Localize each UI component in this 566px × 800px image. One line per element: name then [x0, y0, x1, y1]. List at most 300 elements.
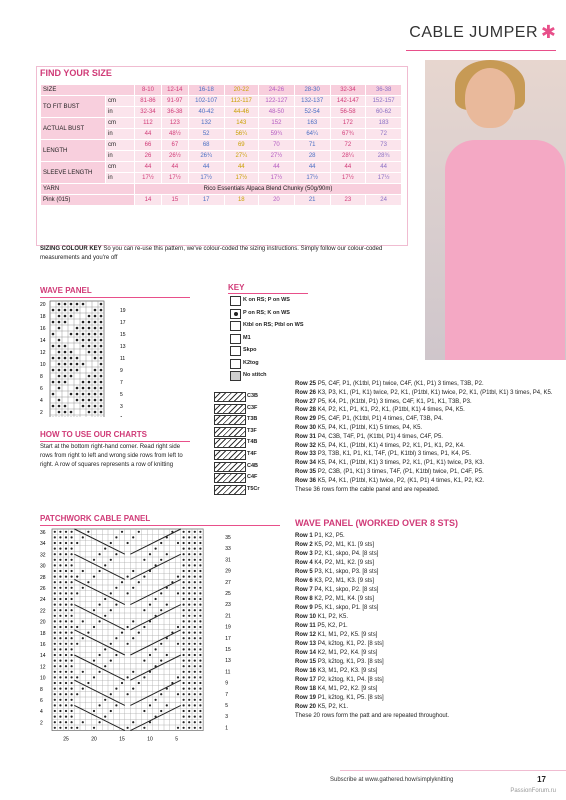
purl-dot: [183, 671, 185, 673]
purl-dot: [194, 570, 196, 572]
row-instruction: K3, P2, M1, K3. [9 sts]: [314, 578, 375, 584]
purl-dot: [194, 536, 196, 538]
patch-left-label: 28: [40, 574, 46, 581]
purl-dot: [149, 704, 151, 706]
purl-dot: [54, 592, 56, 594]
size-cell: 44: [135, 129, 162, 140]
page-number: 17: [537, 775, 546, 784]
purl-dot: [87, 581, 89, 583]
purl-dot: [76, 676, 78, 678]
purl-dot: [100, 375, 103, 378]
purl-dot: [188, 643, 190, 645]
purl-dot: [76, 727, 78, 729]
size-row: [41, 96, 402, 107]
purl-dot: [59, 531, 61, 533]
purl-dot: [54, 626, 56, 628]
wave-right-label: 11: [120, 356, 126, 362]
purl-dot: [58, 369, 61, 372]
size-value: 20-22: [224, 85, 259, 96]
purl-dot: [52, 333, 55, 336]
row-number: Row 3: [295, 551, 313, 557]
how-to-divider: [40, 441, 190, 442]
purl-dot: [59, 548, 61, 550]
purl-dot: [132, 688, 134, 690]
purl-dot: [65, 716, 67, 718]
purl-dot: [59, 632, 61, 634]
patch-right-label: 3: [225, 714, 228, 721]
purl-dot: [71, 710, 73, 712]
purl-dot: [199, 704, 201, 706]
purl-dot: [88, 381, 91, 384]
pattern-row: [295, 406, 535, 415]
purl-dot: [65, 576, 67, 578]
purl-dot: [188, 716, 190, 718]
size-cell: 69: [224, 140, 259, 151]
purl-dot: [194, 548, 196, 550]
purl-dot: [52, 345, 55, 348]
pink-cell: 24: [366, 195, 402, 206]
pattern-row: [295, 459, 535, 468]
purl-dot: [93, 559, 95, 561]
purl-dot: [188, 654, 190, 656]
purl-dot: [199, 626, 201, 628]
wave-left-label: 16: [40, 326, 46, 332]
size-value: 36-38: [366, 85, 402, 96]
wave-left-label: 18: [40, 314, 46, 320]
sizing-colour-key: [40, 245, 410, 263]
wave-right-label: 13: [120, 344, 126, 350]
purl-dot: [132, 620, 134, 622]
row-instruction: K5, P4, K1, (P1tbl, K1) 4 times, P2, K1, P1, K1, P2, K4.: [317, 442, 465, 449]
purl-dot: [87, 682, 89, 684]
purl-dot: [127, 693, 129, 695]
wave-right-label: 7: [120, 380, 123, 386]
purl-dot: [143, 559, 145, 561]
purl-dot: [121, 531, 123, 533]
row-instruction: P4, C3B, T4F, P1, (K1tbl, P1) 4 times, C4F, P5.: [317, 433, 443, 440]
purl-dot: [183, 559, 185, 561]
purl-dot: [76, 327, 79, 330]
patch-left-label: 34: [40, 541, 46, 548]
purl-dot: [65, 604, 67, 606]
key-label: T4B: [247, 439, 258, 446]
purl-dot: [54, 710, 56, 712]
purl-dot: [71, 693, 73, 695]
key-symbol-icon: [230, 321, 241, 331]
purl-dot: [65, 615, 67, 617]
pattern-row: [295, 613, 535, 622]
purl-dot: [58, 375, 61, 378]
purl-dot: [70, 411, 73, 414]
purl-dot: [199, 620, 201, 622]
purl-dot: [82, 381, 85, 384]
purl-dot: [100, 315, 103, 318]
purl-dot: [194, 643, 196, 645]
row-number: Row 34: [295, 460, 317, 467]
purl-dot: [88, 399, 91, 402]
purl-dot: [71, 648, 73, 650]
purl-dot: [70, 303, 73, 306]
purl-dot: [160, 542, 162, 544]
purl-dot: [76, 357, 79, 360]
size-cell: 56¼: [224, 129, 259, 140]
row-instruction: P5, C4F, P1, (K1tbl, P1) twice, C4F, (K1, P1) 3 times, T3B, P2.: [317, 381, 484, 387]
purl-dot: [132, 536, 134, 538]
purl-dot: [183, 727, 185, 729]
purl-dot: [188, 693, 190, 695]
row-number: Row 25: [295, 381, 317, 387]
purl-dot: [199, 548, 201, 550]
size-cell: 26½: [161, 151, 188, 162]
patch-left-label: 32: [40, 552, 46, 559]
key-symbol-icon: [230, 371, 241, 381]
pattern-row: [295, 468, 535, 477]
purl-dot: [93, 710, 95, 712]
row-instruction: K1, M1, P2, K5. [9 sts]: [317, 632, 378, 638]
size-cell: 71: [294, 140, 330, 151]
purl-dot: [71, 676, 73, 678]
pattern-row: [295, 380, 535, 389]
size-cell: 132: [188, 118, 224, 129]
purl-dot: [71, 553, 73, 555]
row-instruction: K4, M1, P2, K2. [9 sts]: [317, 686, 378, 692]
purl-dot: [71, 570, 73, 572]
wave-right-label: [120, 416, 123, 417]
purl-dot: [54, 671, 56, 673]
purl-dot: [82, 399, 85, 402]
cable-rows-text: [295, 380, 553, 494]
patchwork-chart: [38, 527, 238, 749]
size-cell: 72: [366, 129, 402, 140]
purl-dot: [59, 570, 61, 572]
row-instruction: P5, K1, skpo, P1. [8 sts]: [314, 605, 379, 611]
purl-dot: [64, 381, 67, 384]
size-cell: 44: [294, 162, 330, 173]
purl-dot: [54, 643, 56, 645]
pattern-row: [295, 676, 535, 685]
purl-dot: [59, 665, 61, 667]
size-cell: 64¼: [294, 129, 330, 140]
purl-dot: [188, 564, 190, 566]
purl-dot: [93, 727, 95, 729]
wave-worked-section: [295, 518, 535, 721]
purl-dot: [76, 592, 78, 594]
purl-dot: [100, 387, 103, 390]
pattern-row: [295, 550, 535, 559]
purl-dot: [132, 721, 134, 723]
purl-dot: [188, 598, 190, 600]
purl-dot: [76, 393, 79, 396]
patch-left-label: 22: [40, 608, 46, 615]
purl-dot: [99, 704, 101, 706]
wave-left-label: 4: [40, 398, 43, 404]
patch-left-label: 36: [40, 530, 46, 536]
purl-dot: [94, 393, 97, 396]
purl-dot: [143, 710, 145, 712]
purl-dot: [194, 688, 196, 690]
patch-right-label: 27: [225, 579, 231, 586]
purl-dot: [183, 716, 185, 718]
measure-label: ACTUAL BUST: [41, 118, 106, 140]
purl-dot: [93, 576, 95, 578]
purl-dot: [143, 660, 145, 662]
page-header: [406, 10, 556, 60]
purl-dot: [188, 548, 190, 550]
size-value: 16-18: [188, 85, 224, 96]
purl-dot: [65, 637, 67, 639]
purl-dot: [155, 548, 157, 550]
purl-dot: [71, 559, 73, 561]
purl-dot: [54, 654, 56, 656]
purl-dot: [99, 620, 101, 622]
purl-dot: [194, 553, 196, 555]
size-cell: 17½: [259, 173, 295, 184]
purl-dot: [64, 315, 67, 318]
patch-right-label: 19: [225, 624, 231, 631]
purl-dot: [183, 604, 185, 606]
purl-dot: [71, 536, 73, 538]
purl-dot: [71, 598, 73, 600]
size-cell: 17½: [330, 173, 366, 184]
purl-dot: [70, 375, 73, 378]
purl-dot: [76, 542, 78, 544]
patch-left-label: 12: [40, 664, 46, 671]
purl-dot: [132, 587, 134, 589]
size-cell: 70: [259, 140, 295, 151]
size-value: 28-30: [294, 85, 330, 96]
size-value: 24-26: [259, 85, 295, 96]
purl-dot: [54, 553, 56, 555]
purl-dot: [160, 609, 162, 611]
purl-dot: [64, 411, 67, 414]
purl-dot: [94, 345, 97, 348]
purl-dot: [54, 598, 56, 600]
purl-dot: [76, 333, 79, 336]
patch-right-label: 15: [225, 647, 231, 653]
purl-dot: [65, 564, 67, 566]
row-instruction: P5, K2, P1.: [317, 623, 348, 629]
wave-left-label: 20: [40, 302, 46, 308]
purl-dot: [127, 676, 129, 678]
purl-dot: [183, 609, 185, 611]
purl-dot: [99, 553, 101, 555]
purl-dot: [54, 609, 56, 611]
purl-dot: [199, 536, 201, 538]
pattern-row: [295, 486, 535, 495]
purl-dot: [59, 660, 61, 662]
key-label: Ktbl on RS; Ptbl on WS: [243, 322, 304, 328]
purl-dot: [188, 676, 190, 678]
purl-dot: [71, 531, 73, 533]
purl-dot: [194, 564, 196, 566]
purl-dot: [65, 699, 67, 701]
size-cell: 48-50: [259, 107, 295, 118]
size-cell: 44: [330, 162, 366, 173]
purl-dot: [71, 688, 73, 690]
jumper-shape: [445, 140, 565, 360]
purl-dot: [188, 626, 190, 628]
purl-dot: [54, 536, 56, 538]
purl-dot: [194, 542, 196, 544]
purl-dot: [188, 632, 190, 634]
purl-dot: [65, 721, 67, 723]
size-cell: 73: [366, 140, 402, 151]
patch-right-label: 35: [225, 535, 231, 541]
purl-dot: [199, 581, 201, 583]
patch-right-label: 13: [225, 658, 231, 665]
size-cell: 44: [259, 162, 295, 173]
purl-dot: [188, 699, 190, 701]
row-number: Row 28: [295, 407, 317, 414]
purl-dot: [93, 609, 95, 611]
pink-cell: 18: [224, 195, 259, 206]
purl-dot: [183, 648, 185, 650]
purl-dot: [100, 393, 103, 396]
purl-dot: [59, 688, 61, 690]
wave-left-label: 14: [40, 338, 46, 344]
purl-dot: [58, 411, 61, 414]
pink-row: [41, 195, 402, 206]
purl-dot: [100, 405, 103, 408]
purl-dot: [94, 405, 97, 408]
purl-dot: [70, 357, 73, 360]
purl-dot: [110, 559, 112, 561]
pattern-row: [295, 658, 535, 667]
pattern-row: [295, 631, 535, 640]
purl-dot: [183, 587, 185, 589]
key-label: C3F: [247, 404, 258, 411]
purl-dot: [88, 375, 91, 378]
purl-dot: [188, 542, 190, 544]
patch-left-label: 6: [40, 698, 43, 704]
purl-dot: [194, 609, 196, 611]
purl-dot: [59, 704, 61, 706]
purl-dot: [82, 393, 85, 396]
purl-dot: [59, 671, 61, 673]
purl-dot: [166, 654, 168, 656]
size-row: [41, 118, 402, 129]
purl-dot: [94, 327, 97, 330]
purl-dot: [59, 598, 61, 600]
size-cell: 44: [366, 162, 402, 173]
row-instruction: These 20 rows form the patt and are repeated throughout.: [295, 713, 450, 719]
size-cell: 17½: [224, 173, 259, 184]
purl-dot: [194, 587, 196, 589]
size-row: [41, 140, 402, 151]
row-instruction: P5, C4F, P1, (K1tbl, P1) 4 times, C4F, T3B, P4.: [317, 416, 443, 423]
size-cell: 163: [294, 118, 330, 129]
purl-dot: [58, 339, 61, 342]
purl-dot: [71, 581, 73, 583]
purl-dot: [76, 626, 78, 628]
measure-label: SLEEVE LENGTH: [41, 162, 106, 184]
patch-right-label: 5: [225, 703, 228, 709]
purl-dot: [71, 704, 73, 706]
purl-dot: [127, 576, 129, 578]
purl-dot: [194, 604, 196, 606]
purl-dot: [127, 592, 129, 594]
patch-right-label: 29: [225, 568, 231, 575]
purl-dot: [94, 411, 97, 414]
key-label: T3F: [247, 427, 257, 434]
purl-dot: [199, 721, 201, 723]
size-value: 32-34: [330, 85, 366, 96]
purl-dot: [82, 363, 85, 366]
purl-dot: [82, 303, 85, 306]
purl-dot: [100, 339, 103, 342]
purl-dot: [58, 315, 61, 318]
purl-dot: [65, 592, 67, 594]
purl-dot: [64, 351, 67, 354]
purl-dot: [70, 333, 73, 336]
purl-dot: [100, 381, 103, 384]
purl-dot: [71, 637, 73, 639]
purl-dot: [194, 615, 196, 617]
purl-dot: [59, 693, 61, 695]
purl-dot: [82, 321, 85, 324]
row-instruction: P1, k2tog, K1, P5. [8 sts]: [317, 695, 384, 701]
purl-dot: [199, 570, 201, 572]
purl-dot: [188, 531, 190, 533]
purl-dot: [194, 710, 196, 712]
size-cell: 44-46: [224, 107, 259, 118]
patch-bottom-label: 5: [175, 736, 178, 743]
purl-dot: [70, 309, 73, 312]
key-symbol-icon: [214, 392, 246, 402]
purl-dot: [94, 387, 97, 390]
patch-left-label: 8: [40, 686, 43, 693]
row-instruction: K4, P2, M1, K2. [9 sts]: [314, 560, 375, 566]
purl-dot: [110, 710, 112, 712]
size-row: [41, 162, 402, 173]
pattern-row: [295, 694, 535, 703]
size-cell: 44: [161, 162, 188, 173]
patch-right-label: 25: [225, 591, 231, 597]
purl-dot: [58, 381, 61, 384]
purl-dot: [183, 531, 185, 533]
pattern-row: [295, 477, 535, 486]
key-label: C3B: [247, 393, 259, 399]
size-cell: 91-97: [161, 96, 188, 107]
purl-dot: [160, 559, 162, 561]
pink-cell: 23: [330, 195, 366, 206]
purl-dot: [65, 581, 67, 583]
patchwork-title: PATCHWORK CABLE PANEL: [40, 514, 151, 523]
row-number: Row 20: [295, 704, 317, 710]
wave-left-label: 12: [40, 350, 46, 356]
purl-dot: [88, 321, 91, 324]
purl-dot: [194, 665, 196, 667]
patch-left-label: 18: [40, 630, 46, 637]
purl-dot: [188, 721, 190, 723]
purl-dot: [194, 620, 196, 622]
purl-dot: [194, 699, 196, 701]
purl-dot: [183, 665, 185, 667]
purl-dot: [155, 598, 157, 600]
size-cell: 28: [294, 151, 330, 162]
size-cell: 17½: [161, 173, 188, 184]
key-label: T3B: [247, 416, 258, 423]
purl-dot: [183, 660, 185, 662]
purl-dot: [199, 553, 201, 555]
row-instruction: P2, K1, skpo, P4. [8 sts]: [314, 551, 379, 557]
size-cell: 152-157: [366, 96, 402, 107]
size-cell: 32-34: [135, 107, 162, 118]
size-cell: 44: [224, 162, 259, 173]
size-cell: 27½: [259, 151, 295, 162]
key-divider: [228, 293, 308, 294]
purl-dot: [82, 721, 84, 723]
